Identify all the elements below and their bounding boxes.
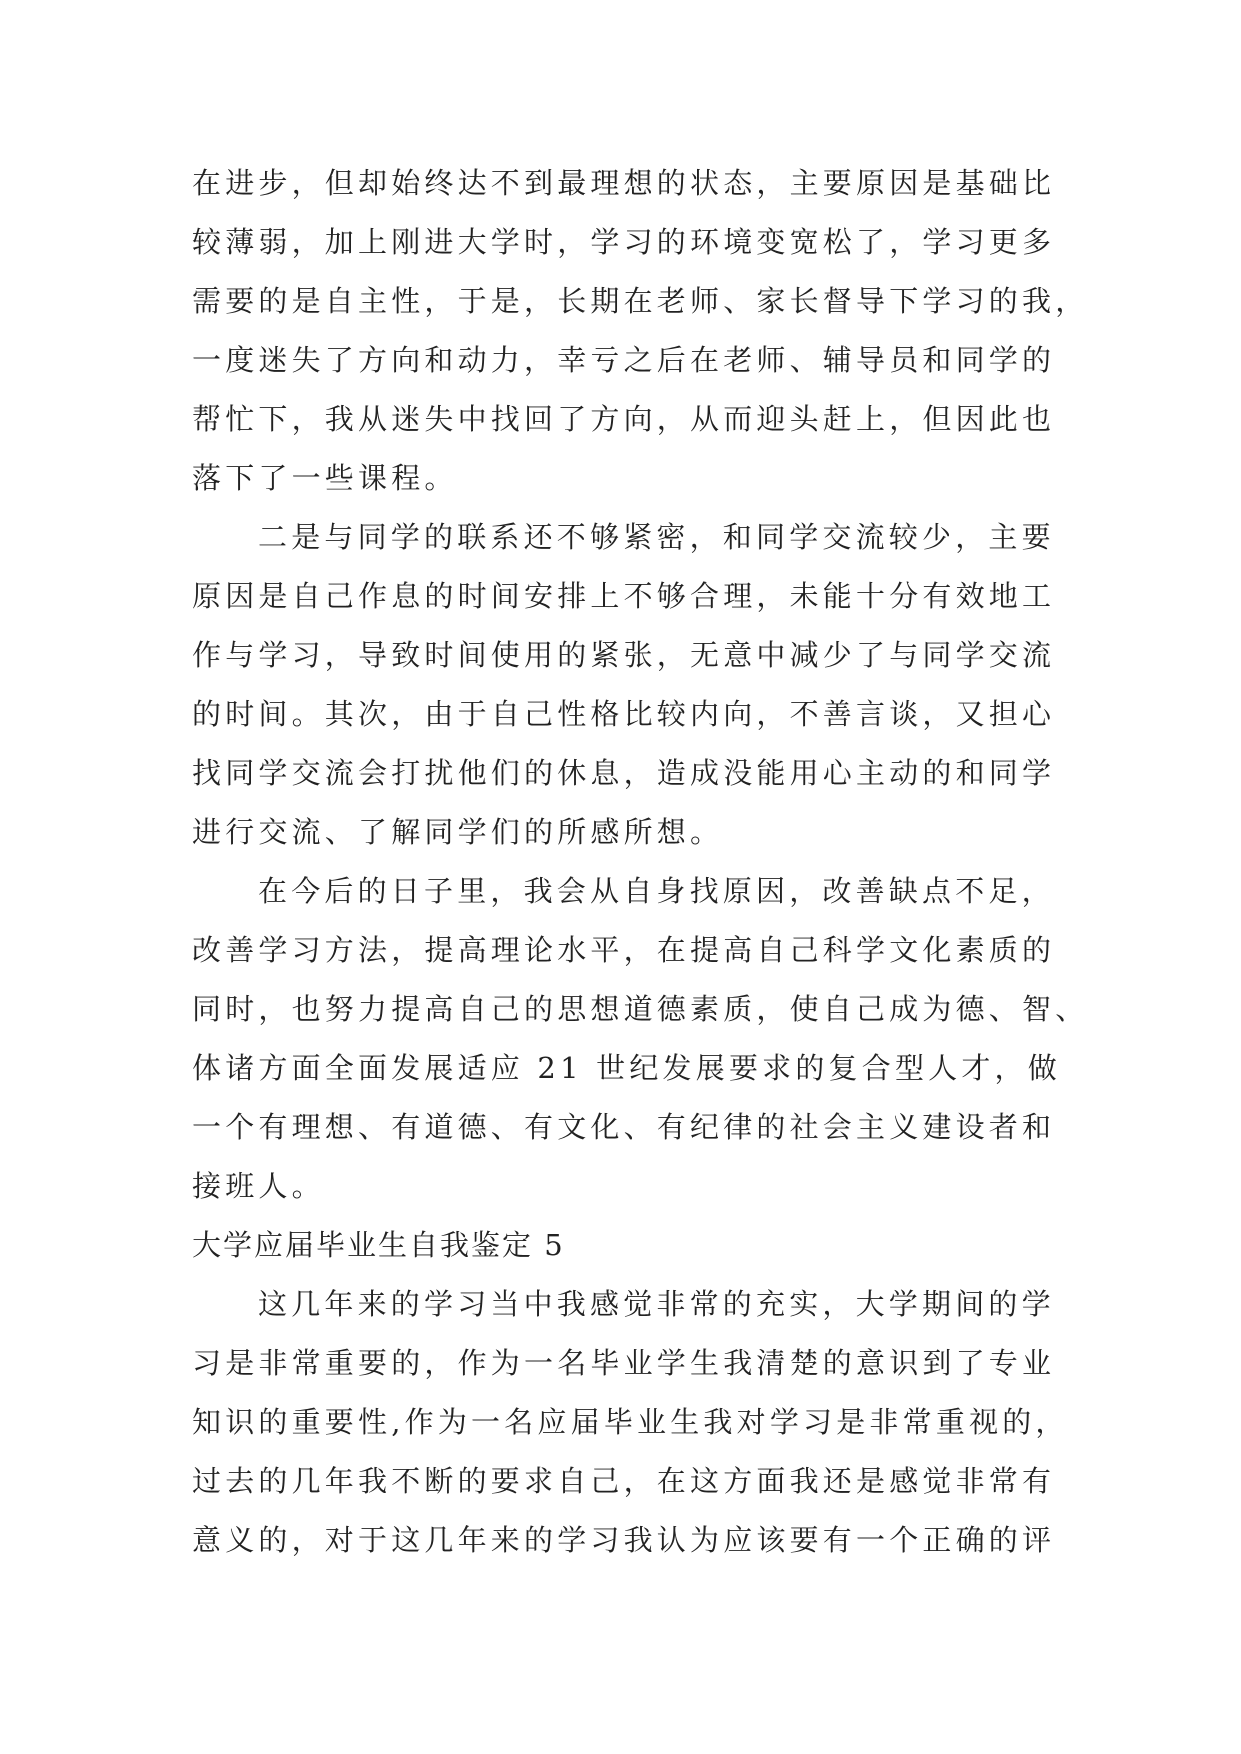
text-line: 落下了一些课程。 bbox=[192, 461, 458, 495]
text-line: 改善学习方法，提高理论水平，在提高自己科学文化素质的 bbox=[192, 933, 1056, 967]
text-line: 需要的是自主性，于是，长期在老师、家长督导下学习的我， bbox=[192, 284, 1089, 318]
section-heading: 大学应届毕业生自我鉴定 5 bbox=[192, 1228, 565, 1262]
text-line: 一个有理想、有道德、有文化、有纪律的社会主义建设者和 bbox=[192, 1110, 1056, 1144]
text-line: 作与学习，导致时间使用的紧张，无意中减少了与同学交流 bbox=[192, 638, 1056, 672]
text-line: 同时，也努力提高自己的思想道德素质，使自己成为德、智、 bbox=[192, 992, 1089, 1026]
text-line: 在进步，但却始终达不到最理想的状态，主要原因是基础比 bbox=[192, 166, 1056, 200]
text-line: 体诸方面全面发展适应 21 世纪发展要求的复合型人才，做 bbox=[192, 1051, 1061, 1085]
text-line: 意义的，对于这几年来的学习我认为应该要有一个正确的评 bbox=[192, 1523, 1056, 1557]
text-line: 原因是自己作息的时间安排上不够合理，未能十分有效地工 bbox=[192, 579, 1056, 613]
text-line: 过去的几年我不断的要求自己，在这方面我还是感觉非常有 bbox=[192, 1464, 1056, 1498]
text-line: 二是与同学的联系还不够紧密，和同学交流较少，主要 bbox=[258, 520, 1055, 554]
text-line: 较薄弱，加上刚进大学时，学习的环境变宽松了，学习更多 bbox=[192, 225, 1056, 259]
text-line: 知识的重要性,作为一名应届毕业生我对学习是非常重视的， bbox=[192, 1405, 1069, 1439]
text-line: 进行交流、了解同学们的所感所想。 bbox=[192, 815, 724, 849]
text-line: 找同学交流会打扰他们的休息，造成没能用心主动的和同学 bbox=[192, 756, 1056, 790]
text-line: 接班人。 bbox=[192, 1169, 325, 1203]
text-line: 帮忙下，我从迷失中找回了方向，从而迎头赶上，但因此也 bbox=[192, 402, 1056, 436]
text-line: 这几年来的学习当中我感觉非常的充实，大学期间的学 bbox=[258, 1287, 1055, 1321]
text-line: 在今后的日子里，我会从自身找原因，改善缺点不足， bbox=[258, 874, 1055, 908]
text-line: 的时间。其次，由于自己性格比较内向，不善言谈，又担心 bbox=[192, 697, 1056, 731]
text-line: 习是非常重要的，作为一名毕业学生我清楚的意识到了专业 bbox=[192, 1346, 1056, 1380]
text-line: 一度迷失了方向和动力，幸亏之后在老师、辅导员和同学的 bbox=[192, 343, 1056, 377]
document-body bbox=[192, 154, 1089, 1570]
